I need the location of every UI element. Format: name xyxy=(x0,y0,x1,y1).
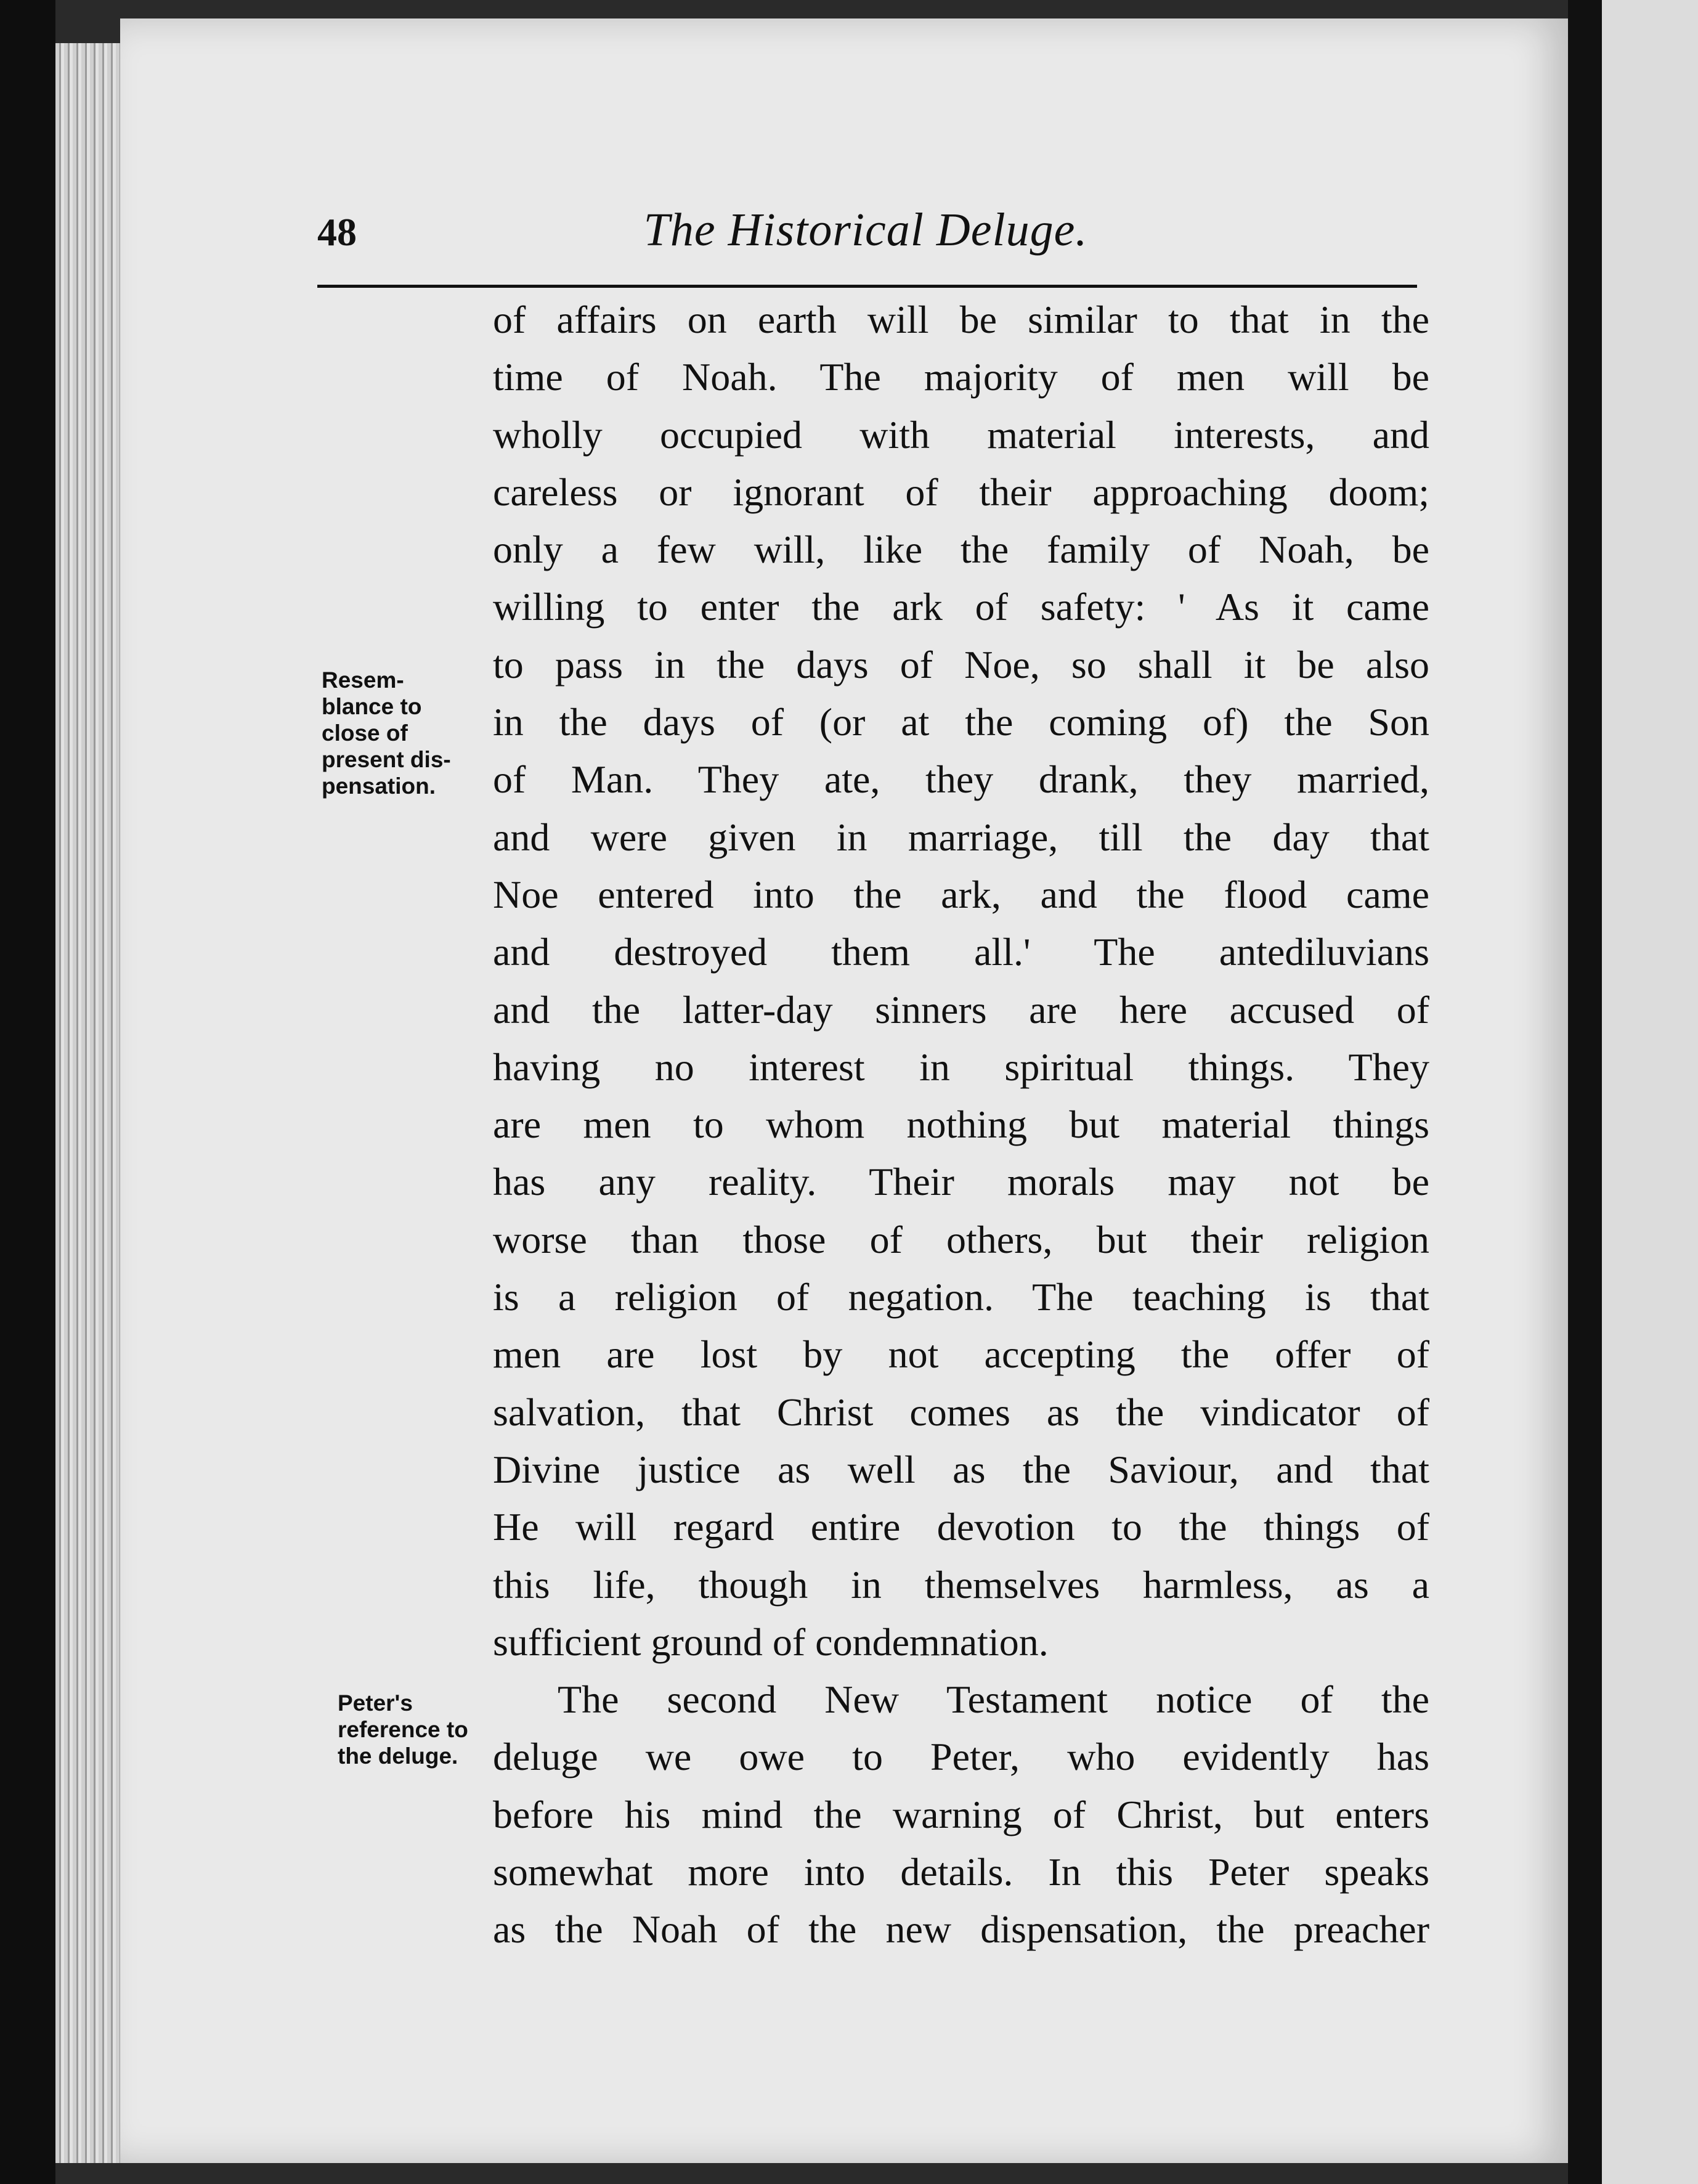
text-line: careless or ignorant of their approaching doom; xyxy=(493,470,1429,514)
margin-note-line: blance to xyxy=(322,694,422,719)
book-gutter xyxy=(1568,0,1602,2184)
margin-note-line: reference to xyxy=(338,1717,468,1742)
text-line: has any reality. Their morals may not be xyxy=(493,1160,1429,1204)
facing-page-edge xyxy=(1602,0,1698,2184)
text-line: to pass in the days of Noe, so shall it be also xyxy=(493,642,1429,687)
text-line: time of Noah. The majority of men will be xyxy=(493,355,1429,399)
margin-note-line: Peter's xyxy=(338,1690,413,1716)
page-number: 48 xyxy=(317,210,357,254)
running-title: The Historical Deluge. xyxy=(643,204,1088,256)
margin-note-resemblance xyxy=(322,667,476,799)
text-line: is a religion of negation. The teaching is that xyxy=(493,1275,1429,1319)
header-rule xyxy=(317,285,1417,288)
text-line: The second New Testament notice of the xyxy=(558,1677,1429,1722)
text-line: this life, though in themselves harmless, as a xyxy=(493,1562,1429,1607)
page-header xyxy=(317,203,1414,271)
margin-note-line: pensation. xyxy=(322,773,436,799)
text-line: and the latter-day sinners are here accused of xyxy=(493,987,1429,1032)
text-line: as the Noah of the new dispensation, the preacher xyxy=(493,1907,1429,1952)
body-text xyxy=(493,291,1429,1958)
text-line: salvation, that Christ comes as the vindicator of xyxy=(493,1390,1429,1434)
text-line: are men to whom nothing but material things xyxy=(493,1102,1429,1147)
text-line: Noe entered into the ark, and the flood came xyxy=(493,872,1429,916)
text-line: of Man. They ate, they drank, they married, xyxy=(493,757,1429,802)
text-line: Divine justice as well as the Saviour, and that xyxy=(493,1447,1429,1491)
text-line: only a few will, like the family of Noah, be xyxy=(493,528,1429,572)
page-edges xyxy=(55,43,123,2163)
text-line: of affairs on earth will be similar to that in the xyxy=(493,298,1429,341)
text-line: willing to enter the ark of safety: ' As it came xyxy=(493,585,1429,629)
margin-note-line: present dis- xyxy=(322,747,451,772)
margin-note-peter xyxy=(338,1690,498,1769)
text-line: worse than those of others, but their religion xyxy=(493,1217,1429,1261)
text-line: having no interest in spiritual things. They xyxy=(493,1045,1429,1089)
text-line: He will regard entire devotion to the things of xyxy=(493,1505,1429,1549)
text-line: somewhat more into details. In this Peter speaks xyxy=(493,1850,1429,1894)
margin-note-line: the deluge. xyxy=(338,1743,458,1769)
text-line: in the days of (or at the coming of) the Son xyxy=(493,700,1429,744)
scan-border xyxy=(0,0,55,2184)
text-line: and were given in marriage, till the day that xyxy=(493,815,1429,859)
text-line: before his mind the warning of Christ, but enters xyxy=(493,1792,1429,1836)
text-line: deluge we owe to Peter, who evidently has xyxy=(493,1735,1429,1779)
text-line: and destroyed them all.' The antediluvians xyxy=(493,930,1429,974)
text-line: sufficient ground of condemnation. xyxy=(493,1620,1049,1664)
margin-note-line: close of xyxy=(322,720,408,746)
text-line: wholly occupied with material interests, and xyxy=(493,412,1429,457)
margin-note-line: Resem- xyxy=(322,667,404,693)
text-line: men are lost by not accepting the offer of xyxy=(493,1332,1429,1377)
